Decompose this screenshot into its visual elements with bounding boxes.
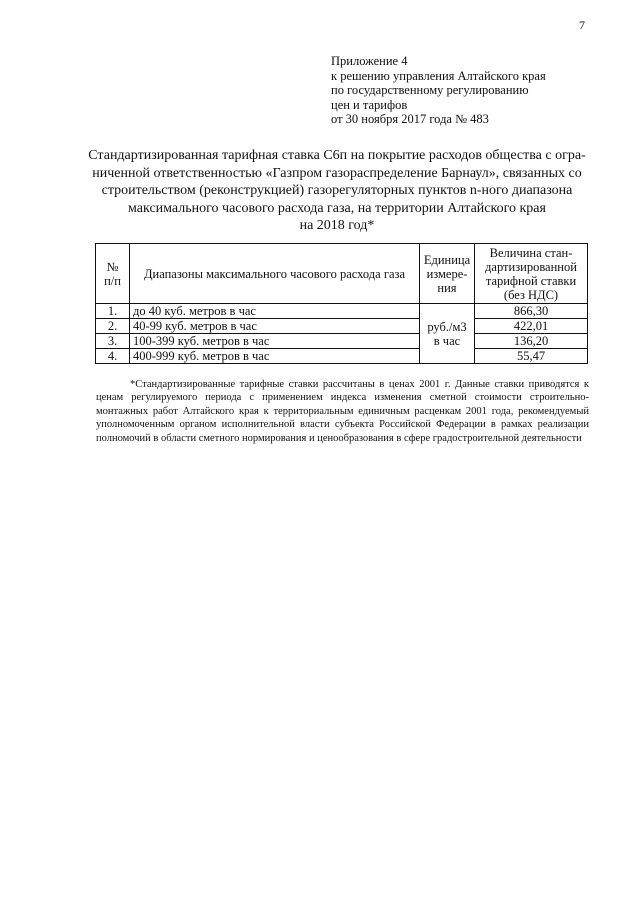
row-number: 3. (96, 334, 130, 349)
header-value-line: Величина стан- (489, 245, 573, 260)
header-unit-line: измере- (426, 266, 468, 281)
table-header-row (96, 244, 588, 304)
header-value-line: (без НДС) (503, 287, 559, 302)
appendix-line: по государственному регулированию (331, 83, 529, 98)
unit-cell (420, 304, 475, 364)
header-value (475, 244, 588, 304)
table-row (96, 349, 588, 364)
row-value: 866,30 (475, 304, 588, 319)
row-number: 2. (96, 319, 130, 334)
header-number-line: № (106, 259, 119, 274)
row-number: 1. (96, 304, 130, 319)
table-row (96, 319, 588, 334)
appendix-line: Приложение 4 (331, 54, 408, 68)
header-value-line: дартизированной (485, 259, 577, 274)
title-line: Стандартизированная тарифная ставка С6п на покрытие расходов общества с огра- (88, 148, 586, 163)
title-line: строительством (реконструкцией) газорегуляторных пунктов n-ного диапазона (101, 183, 573, 199)
document-title (80, 147, 594, 235)
row-range: 400-999 куб. метров в час (130, 349, 420, 364)
title-line: ниченной ответственностью «Газпром газораспределение Барнаул», связанных со (92, 165, 582, 181)
unit-line: в час (433, 333, 461, 348)
header-value-line: тарифной ставки (485, 273, 577, 288)
page-number: 7 (579, 18, 585, 32)
header-unit-line: ния (437, 280, 457, 295)
table-row (96, 304, 588, 319)
footnote: *Стандартизированные тарифные ставки рассчитаны в ценах 2001 г. Данные ставки приводятся к ценам регулируемого периода с применением индекса изменения сметной стоимости строительно-монтажных работ Алтайского края к территориальным единичным расценкам 2001 года, рекомендуемый уполномоченным органом исполнительной власти субъекта Российской Федерации в рамках реализации полномочий в области сметного нормирования и ценообразования в сфере градостроительной деятельности (96, 379, 589, 444)
row-range: 100-399 куб. метров в час (130, 334, 420, 349)
row-range: до 40 куб. метров в час (130, 304, 420, 319)
header-range: Диапазоны максимального часового расхода газа (130, 244, 420, 304)
header-unit (420, 244, 475, 304)
appendix-line: цен и тарифов (331, 97, 408, 112)
row-value: 422,01 (475, 319, 588, 334)
row-value: 136,20 (475, 334, 588, 349)
appendix-line: к решению управления Алтайского края (331, 68, 546, 83)
appendix-line: от 30 ноября 2017 года № 483 (331, 112, 489, 127)
row-number: 4. (96, 349, 130, 364)
row-value: 55,47 (475, 349, 588, 364)
table-row (96, 334, 588, 349)
tariff-table (95, 243, 588, 364)
header-unit-line: Единица (423, 252, 471, 267)
title-line: максимального часового расхода газа, на территории Алтайского края (128, 200, 546, 216)
appendix-heading (331, 54, 546, 127)
header-number-line: п/п (104, 273, 121, 288)
row-range: 40-99 куб. метров в час (130, 319, 420, 334)
header-number (96, 244, 130, 304)
title-line: на 2018 год* (299, 218, 375, 234)
unit-line: руб./м3 (427, 319, 467, 334)
